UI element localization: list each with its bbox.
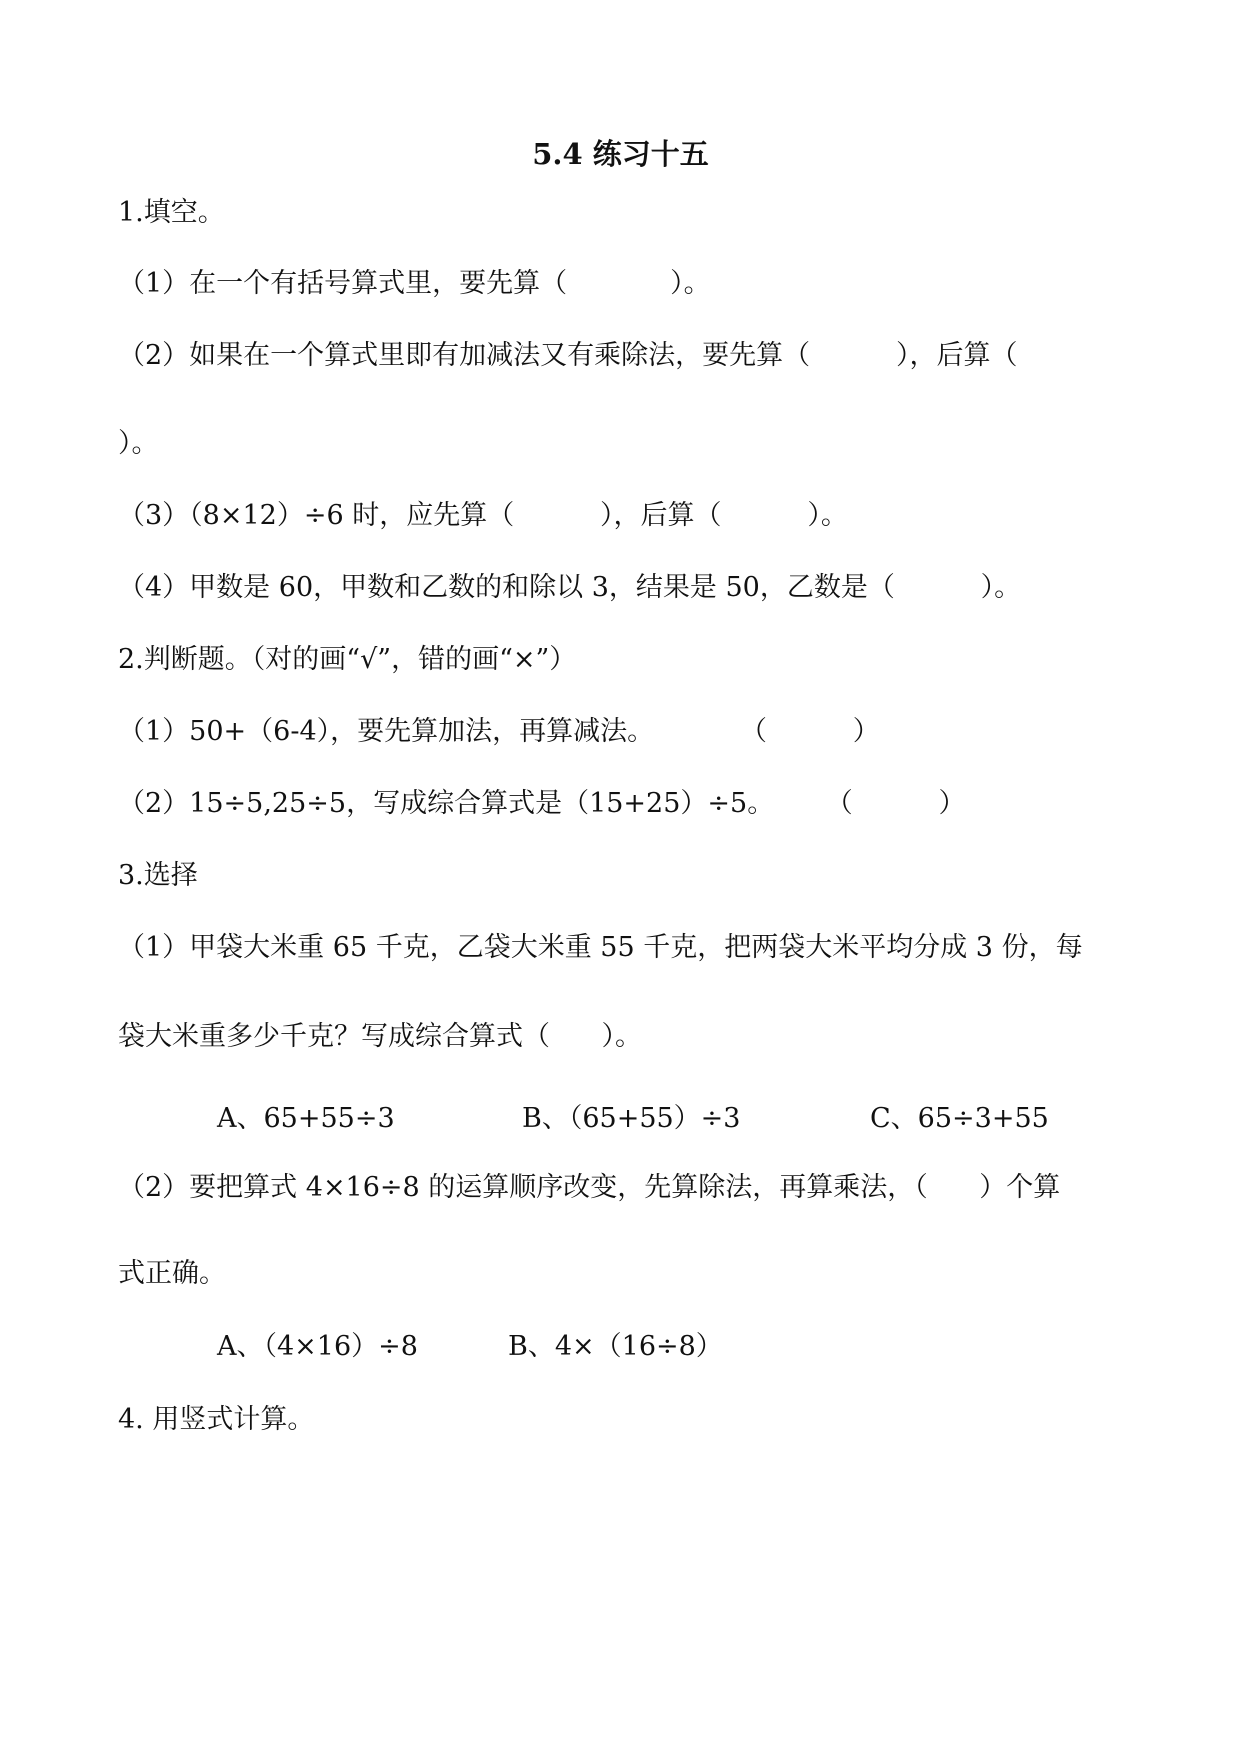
q2-heading: 2.判断题。（对的画“√”，错的画“×”） — [118, 644, 577, 675]
q1-item-2-continued: ）。 — [118, 428, 159, 459]
q1-heading: 1.填空。 — [118, 197, 225, 228]
q3-heading: 3.选择 — [118, 860, 198, 891]
q1-item-4: （4）甲数是 60，甲数和乙数的和除以 3，结果是 50，乙数是（ ）。 — [118, 572, 1022, 603]
q3-item-2-option-b: B、4×（16÷8） — [508, 1331, 723, 1362]
q1-item-1: （1）在一个有括号算式里，要先算（ ）。 — [118, 268, 711, 299]
q4-heading: 4. 用竖式计算。 — [118, 1404, 315, 1435]
q3-item-1-line-1: （1）甲袋大米重 65 千克，乙袋大米重 55 千克，把两袋大米平均分成 3 份，每 — [118, 932, 1083, 963]
q3-item-2-line-1: （2）要把算式 4×16÷8 的运算顺序改变，先算除法，再算乘法，（ ）个算 — [118, 1172, 1061, 1203]
q3-item-1-line-2: 袋大米重多少千克？写成综合算式（ ）。 — [118, 1021, 642, 1052]
q2-item-1: （1）50+（6-4），要先算加法，再算减法。 （ ） — [118, 716, 880, 747]
page-title: 5.4 练习十五 — [532, 137, 709, 171]
q3-item-2-line-2: 式正确。 — [118, 1258, 226, 1289]
q3-item-1-option-a: A、65+55÷3 — [217, 1103, 395, 1134]
q1-item-3: （3）（8×12）÷6 时，应先算（ ），后算（ ）。 — [118, 500, 848, 531]
q2-item-2: （2）15÷5,25÷5，写成综合算式是（15+25）÷5。 （ ） — [118, 788, 966, 819]
q3-item-2-option-a: A、（4×16）÷8 — [217, 1331, 418, 1362]
q3-item-1-option-c: C、65÷3+55 — [870, 1103, 1049, 1134]
q3-item-1-option-b: B、（65+55）÷3 — [522, 1103, 741, 1134]
q1-item-2: （2）如果在一个算式里即有加减法又有乘除法，要先算（ ），后算（ — [118, 340, 1018, 371]
